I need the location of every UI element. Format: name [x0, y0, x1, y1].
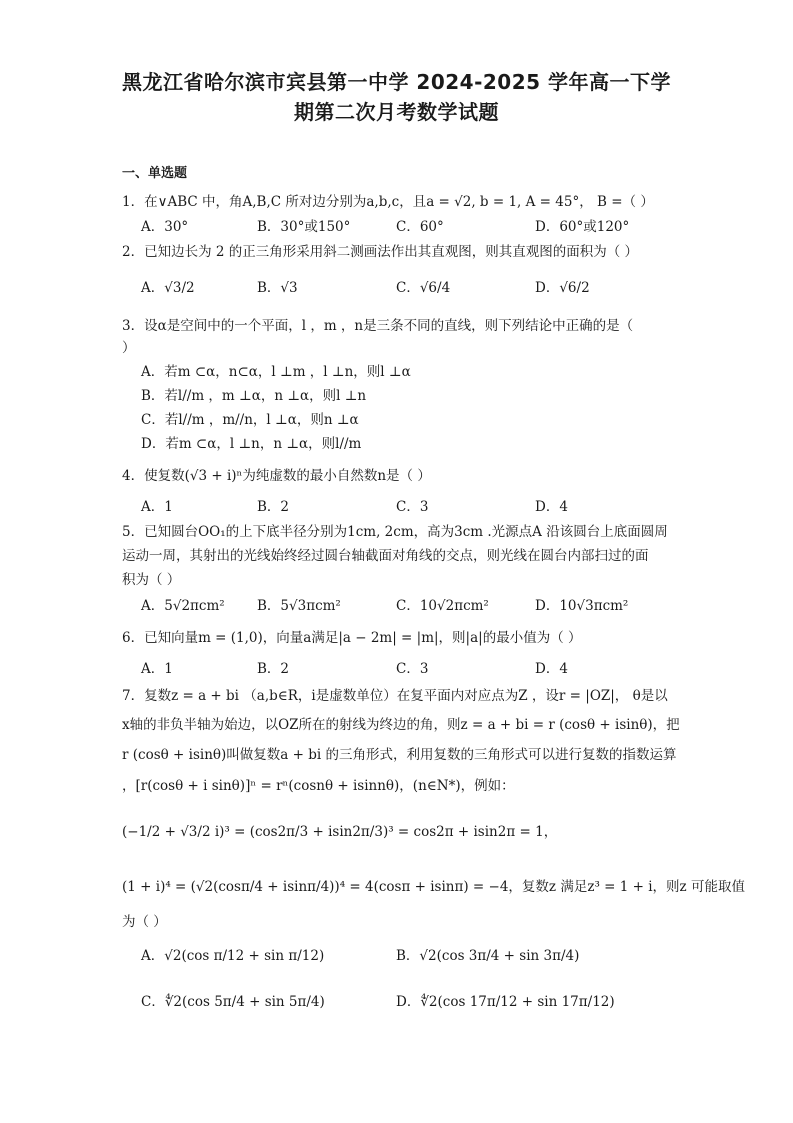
q7-stem-line1: 7．复数z = a + bi （a,b∈R，i是虚数单位）在复平面内对应点为Z ，设r = |OZ|， θ是以 — [122, 688, 668, 704]
section-heading: 一、单选题 — [122, 166, 188, 181]
exam-title-line2: 期第二次月考数学试题 — [294, 100, 499, 124]
q6-option-c: C．3 — [396, 661, 429, 677]
q6-stem: 6．已知向量m = (1,0)，向量a满足|a − 2m| = |m|，则|a|的最小值为（ ） — [122, 630, 582, 646]
q7-stem-line5: 为（ ） — [122, 914, 167, 930]
q2-option-b: B．√3 — [257, 280, 298, 296]
q7-option-b: B．√2(cos 3π/4 + sin 3π/4) — [396, 948, 580, 964]
q6-option-d: D．4 — [535, 661, 568, 677]
q5-stem-line1: 5．已知圆台OO₁的上下底半径分别为1cm, 2cm，高为3cm .光源点A 沿该圆台上底面圆周 — [122, 524, 668, 540]
q3-option-b: B．若l//m ，m ⊥α，n ⊥α，则l ⊥n — [141, 388, 367, 404]
q2-option-c: C．√6/4 — [396, 280, 451, 296]
q4-option-d: D．4 — [535, 499, 568, 515]
q4-option-a: A．1 — [141, 499, 173, 515]
q5-option-c: C．10√2πcm² — [396, 598, 489, 614]
q7-option-c: C．∜2(cos 5π/4 + sin 5π/4) — [141, 994, 325, 1010]
q7-options-row2 — [141, 992, 701, 1016]
q1-option-d: D．60°或120° — [535, 219, 630, 235]
q3-stem-line2: ） — [122, 340, 136, 356]
q4-stem: 4．使复数(√3 + i)ⁿ为纯虚数的最小自然数n是（ ） — [122, 468, 431, 484]
q4-option-b: B．2 — [257, 499, 290, 515]
q7-stem-line3: r (cosθ + isinθ)叫做复数a + bi 的三角形式，利用复数的三角形式可以进行复数的指数运算 — [122, 747, 677, 763]
q4-options — [141, 497, 701, 517]
q4-option-c: C．3 — [396, 499, 429, 515]
q1-stem: 1．在∨ABC 中，角A,B,C 所对边分别为a,b,c，且a = √2, b = 1, A = 45°， B =（ ） — [122, 194, 654, 210]
q2-option-a: A．√3/2 — [141, 280, 195, 296]
q6-option-b: B．2 — [257, 661, 290, 677]
q6-option-a: A．1 — [141, 661, 173, 677]
q1-option-b: B．30°或150° — [257, 219, 351, 235]
q3-stem-line1: 3．设α是空间中的一个平面，l ，m ，n是三条不同的直线，则下列结论中正确的是（ — [122, 318, 634, 334]
q2-options — [141, 278, 701, 302]
q7-example-1: (−1/2 + √3/2 i)³ = (cos2π/3 + isin2π/3)³ = cos2π + isin2π = 1， — [122, 824, 558, 840]
q5-stem-line2: 运动一周，其射出的光线始终经过圆台轴截面对角线的交点，则光线在圆台内部扫过的面 — [122, 548, 649, 564]
q3-option-d: D．若m ⊂α，l ⊥n，n ⊥α，则l//m — [141, 436, 362, 452]
q7-stem-line2: x轴的非负半轴为始边，以OZ所在的射线为终边的角，则z = a + bi = r (cosθ + isinθ)，把 — [122, 717, 680, 733]
q5-option-b: B．5√3πcm² — [257, 598, 341, 614]
q1-option-a: A．30° — [141, 219, 189, 235]
exam-title-line1: 黑龙江省哈尔滨市宾县第一中学 2024-2025 学年高一下学 — [121, 70, 672, 94]
q6-options — [141, 659, 701, 679]
q5-stem-line3: 积为（ ） — [122, 572, 181, 588]
q3-option-c: C．若l//m ，m//n，l ⊥α，则n ⊥α — [141, 412, 359, 428]
q3-option-a: A．若m ⊂α，n⊂α，l ⊥m ，l ⊥n，则l ⊥α — [141, 364, 411, 380]
q2-stem: 2．已知边长为 2 的正三角形采用斜二测画法作出其直观图，则其直观图的面积为（ ） — [122, 244, 639, 260]
q2-option-d: D．√6/2 — [535, 280, 590, 296]
q7-option-d: D．∜2(cos 17π/12 + sin 17π/12) — [396, 994, 615, 1010]
q7-option-a: A．√2(cos π/12 + sin π/12) — [141, 948, 325, 964]
q5-options — [141, 596, 701, 616]
q5-option-d: D．10√3πcm² — [535, 598, 629, 614]
q1-option-c: C．60° — [396, 219, 444, 235]
q7-stem-line4: ，[r(cosθ + i sinθ)]ⁿ = rⁿ(cosnθ + isinnθ)，(n∈N*)，例如： — [122, 778, 515, 794]
q5-option-a: A．5√2πcm² — [141, 598, 225, 614]
q7-options-row1 — [141, 946, 701, 970]
q1-options — [141, 217, 701, 237]
q7-example-2: (1 + i)⁴ = (√2(cosπ/4 + isinπ/4))⁴ = 4(cosπ + isinπ) = −4，复数z 满足z³ = 1 + i，则z 可能取值 — [122, 879, 745, 895]
